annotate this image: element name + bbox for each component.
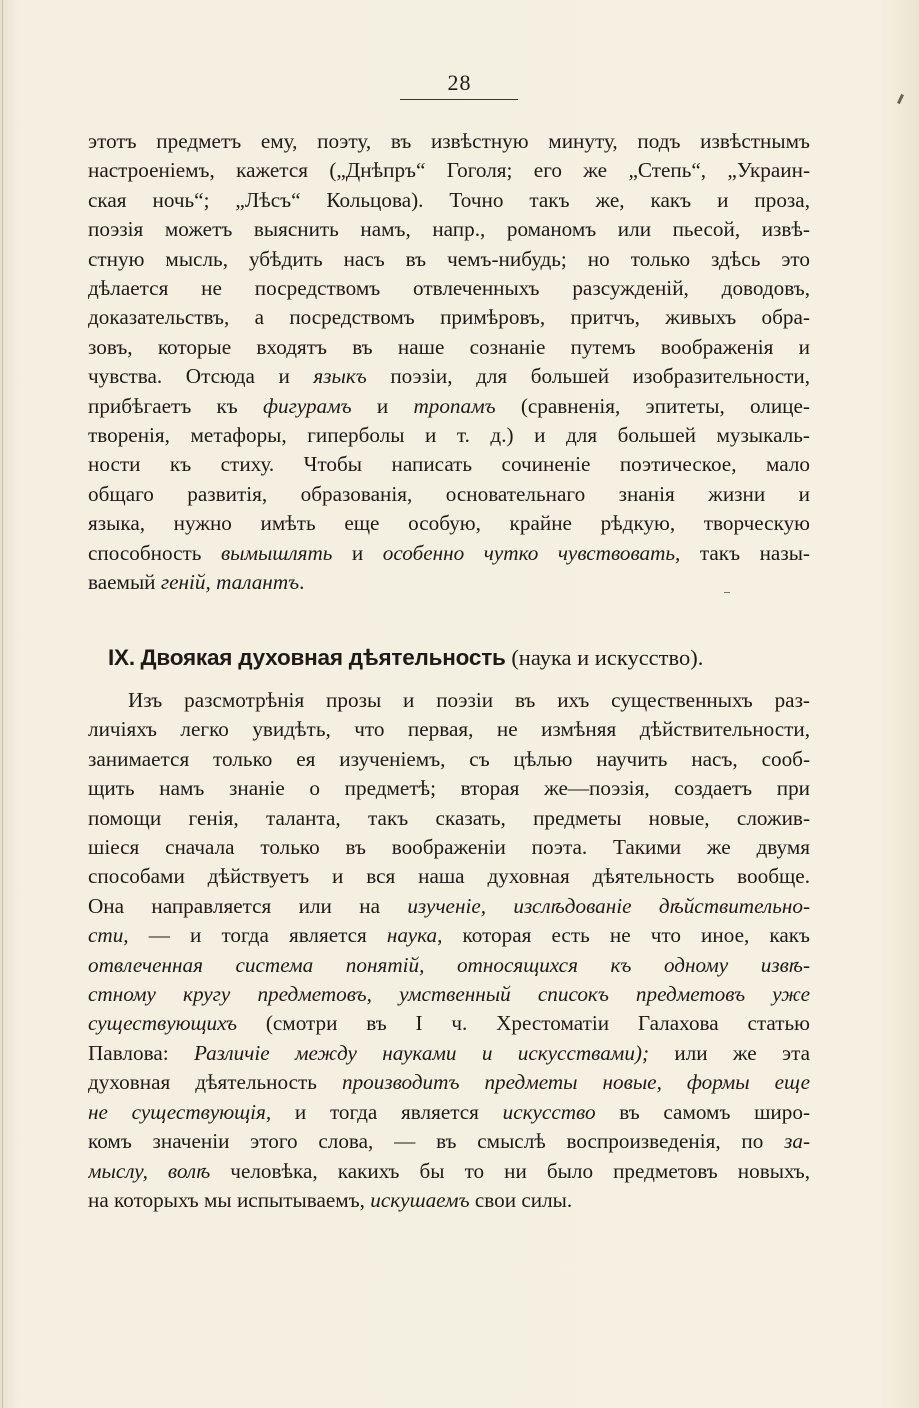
- text-line: [88, 951, 810, 980]
- italic-text: наука,: [386, 923, 443, 948]
- text-line: настроенiемъ, кажется („Днѣпръ“ Гоголя; его же „Степь“, „Украин-: [88, 158, 810, 183]
- paragraph-2: [88, 686, 810, 1215]
- italic-text: вымышлять: [220, 540, 333, 565]
- text-line: Павлова: Различiе между науками и искусствами); или же эта: [88, 1040, 810, 1065]
- text-line: ности къ стиху. Чтобы написать сочиненiе поэтическое, мало: [88, 452, 810, 477]
- paragraph-1: [88, 127, 810, 598]
- header-rule: [400, 99, 518, 100]
- text-line: прибѣгаетъ къ фигурамъ и тропамъ (сравненiя, эпитеты, олице-: [88, 393, 810, 418]
- text-line: занимается только ея изученiемъ, съ цѣлью научить насъ, сооб-: [88, 746, 810, 771]
- text-line: чувства. Отсюда и языкъ поэзiи, для большей изобразительности,: [88, 364, 810, 389]
- italic-text: Различiе между науками и искусствами);: [193, 1040, 650, 1065]
- italic-text: мыслу, волѣ: [88, 1158, 211, 1183]
- text-line: щить намъ знанiе о предметѣ; вторая же—поэзiя, создаетъ при: [88, 776, 810, 801]
- italic-text: сти,: [88, 923, 129, 948]
- page-number: 28: [447, 70, 472, 95]
- italic-text: искушаемъ: [370, 1187, 470, 1212]
- italic-text: отвлеченная система понятiй, относящихся къ одному извѣ-: [88, 952, 810, 977]
- text-line: способность вымышлять и особенно чутко чувствовать, такъ назы-: [88, 540, 810, 565]
- text-line: духовная дѣятельность производитъ предметы новые, формы еще: [88, 1070, 810, 1095]
- section-number: IX.: [108, 645, 135, 670]
- italic-text: не существующiя,: [88, 1099, 272, 1124]
- text-line: дѣлается не посредствомъ отвлеченныхъ разсужденiй, доводовъ,: [88, 276, 810, 301]
- text-line: [88, 980, 810, 1009]
- print-speck: [724, 592, 730, 593]
- text-line: поэзiя можетъ выяснить намъ, напр., романомъ или пьесой, извѣ-: [88, 217, 810, 242]
- section-heading: [108, 645, 808, 671]
- text-line: общаго развитiя, образованiя, основательнаго знанiя жизни и: [88, 481, 810, 506]
- text-line: мыслу, волѣ человѣка, какихъ бы то ни было предметовъ новыхъ,: [88, 1158, 810, 1183]
- page-edge: [2, 0, 3, 1408]
- text-line: Она направляется или на изученiе, изслѣдованiе дѣйствительно-: [88, 893, 810, 918]
- italic-text: тропамъ: [413, 393, 496, 418]
- text-line: языка, нужно имѣть еще особую, крайне рѣдкую, творческую: [88, 511, 810, 536]
- section-title: Двоякая духовная дѣятельность: [140, 645, 506, 670]
- section-subtitle: (наука и искусство).: [511, 645, 704, 670]
- text-line: способами дѣйствуетъ и вся наша духовная дѣятельность вообще.: [88, 864, 810, 889]
- text-line: сти, — и тогда является наука, которая есть не что иное, какъ: [88, 923, 810, 948]
- italic-text: особенно чутко чувствовать,: [382, 540, 681, 565]
- italic-text: существующихъ: [88, 1011, 238, 1036]
- text-line: Изъ разсмотрѣнiя прозы и поэзiи въ ихъ существенныхъ раз-: [128, 688, 810, 712]
- text-line: ская ночь“; „Лѣсъ“ Кольцова). Точно такъ же, какъ и проза,: [88, 187, 810, 212]
- text-line: шiеся сначала только въ воображенiи поэта. Такими же двумя: [88, 835, 810, 860]
- text-line: доказательствъ, а посредствомъ примѣровъ, притчъ, живыхъ обра-: [88, 305, 810, 330]
- text-line: этотъ предметъ ему, поэту, въ извѣстную минуту, подъ извѣстнымъ: [88, 129, 810, 153]
- text-line: ваемый генiй, талантъ.: [88, 570, 305, 595]
- italic-text: стному кругу предметовъ, умственный списокъ предметовъ уже: [88, 982, 810, 1007]
- text-line: комъ значенiи этого слова, — въ смыслѣ воспроизведенiя, по за-: [88, 1129, 810, 1154]
- italic-text: генiй, талантъ: [160, 570, 300, 595]
- text-line: творенiя, метафоры, гиперболы и т. д.) и для большей музыкаль-: [88, 423, 810, 448]
- text-line: стную мысль, убѣдить насъ въ чемъ-нибудь; но только здѣсь это: [88, 246, 810, 271]
- text-line: не существующiя, и тогда является искусство въ самомъ широ-: [88, 1099, 810, 1124]
- italic-text: за-: [784, 1129, 810, 1154]
- italic-text: языкъ: [313, 364, 367, 389]
- italic-text: изученiе, изслѣдованiе дѣйствительно-: [407, 893, 810, 918]
- italic-text: производитъ предметы новые, формы еще: [341, 1070, 810, 1095]
- text-line: личiяхъ легко увидѣть, что первая, не измѣняя дѣйствительности,: [88, 717, 810, 742]
- text-line: зовъ, которые входятъ въ наше сознанiе путемъ воображенiя и: [88, 334, 810, 359]
- text-line: существующихъ (смотри въ I ч. Хрестоматiи Галахова статью: [88, 1011, 810, 1036]
- italic-text: искусство: [502, 1099, 596, 1124]
- text-line: на которыхъ мы испытываемъ, искушаемъ свои силы.: [88, 1187, 573, 1212]
- text-line: помощи генiя, таланта, такъ сказать, предметы новые, сложив-: [88, 805, 810, 830]
- italic-text: фигурамъ: [262, 393, 352, 418]
